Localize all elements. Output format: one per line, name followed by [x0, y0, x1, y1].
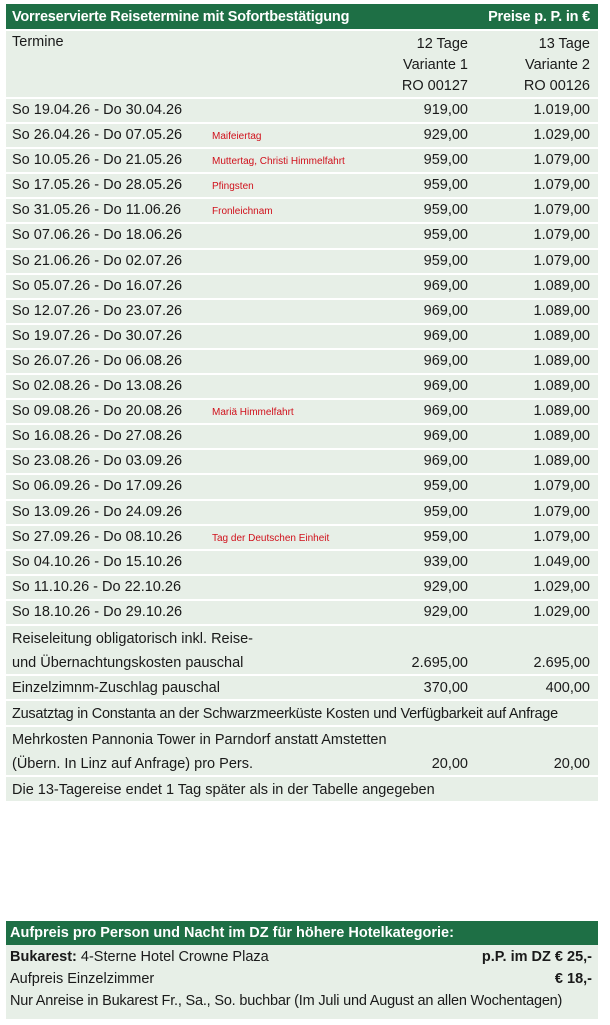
row-price-variante-2: 1.089,00 — [533, 277, 590, 294]
table-row — [6, 524, 598, 549]
row-price-variante-2: 1.089,00 — [533, 403, 590, 420]
row-price-variante-1: 959,00 — [423, 528, 468, 545]
row-date: So 05.07.26 - Do 16.07.26 — [12, 277, 183, 294]
table-row — [6, 323, 598, 348]
table-row — [6, 273, 598, 298]
row-price-variante-1: 969,00 — [423, 327, 468, 344]
hotel-upgrade-body — [6, 945, 598, 1019]
column-headers — [6, 31, 598, 97]
row-price-variante-2: 1.029,00 — [533, 127, 590, 144]
row-date: So 23.08.26 - Do 03.09.26 — [12, 453, 183, 470]
row-price-variante-1: 929,00 — [423, 578, 468, 595]
row-price-variante-1: 969,00 — [423, 277, 468, 294]
table-row — [6, 448, 598, 473]
row-holiday-note: Fronleichnam — [212, 206, 273, 218]
table-row — [6, 97, 598, 122]
table-header — [6, 4, 598, 31]
row-price-variante-1: 929,00 — [423, 127, 468, 144]
row-date: So 13.09.26 - Do 24.09.26 — [12, 503, 183, 520]
row-date: So 17.05.26 - Do 28.05.26 — [12, 177, 183, 194]
row-price-variante-1: 969,00 — [423, 453, 468, 470]
pannonia-row: Mehrkosten Pannonia Tower in Parndorf anstatt Amstetten (Übern. In Linz auf Anfrage) pro Pers. 20,00 20,00 — [6, 725, 598, 775]
row-date: So 19.04.26 - Do 30.04.26 — [12, 102, 183, 118]
table-row — [6, 599, 598, 624]
row-price-variante-1: 959,00 — [423, 177, 468, 194]
row-price-variante-1: 959,00 — [423, 202, 468, 219]
row-holiday-note: Tag der Deutschen Einheit — [212, 532, 330, 544]
ez-label: Aufpreis Einzelzimmer — [10, 971, 155, 987]
row-price-variante-2: 1.079,00 — [533, 227, 590, 244]
row-price-variante-1: 959,00 — [423, 152, 468, 169]
footnote-row: Die 13-Tagereise endet 1 Tag später als in der Tabelle angegeben — [6, 775, 598, 801]
row-price-variante-2: 1.079,00 — [533, 152, 590, 169]
row-date: So 06.09.26 - Do 17.09.26 — [12, 478, 183, 495]
zusatztag-row: Zusatztag in Constanta an der Schwarzmeerküste Kosten und Verfügbarkeit auf Anfrage — [6, 699, 598, 725]
ez-price: € 18,- — [554, 971, 592, 987]
row-date: So 21.06.26 - Do 02.07.26 — [12, 252, 183, 269]
table-row — [6, 373, 598, 398]
dz-price: p.P. im DZ € 25,- — [481, 949, 592, 965]
hotel-upgrade-box — [6, 921, 598, 1019]
reiseleitung-row: Reiseleitung obligatorisch inkl. Reise- und Übernachtungskosten pauschal 2.695,00 2.695,00 — [6, 624, 598, 674]
row-price-variante-1: 929,00 — [423, 603, 468, 620]
row-price-variante-2: 1.089,00 — [533, 378, 590, 395]
table-row — [6, 222, 598, 247]
row-price-variante-1: 969,00 — [423, 378, 468, 395]
table-row — [6, 348, 598, 373]
row-price-variante-1: 959,00 — [423, 227, 468, 244]
row-date: So 12.07.26 - Do 23.07.26 — [12, 302, 183, 319]
row-holiday-note: Pfingsten — [212, 181, 254, 193]
row-date: So 26.04.26 - Do 07.05.26 — [12, 127, 183, 144]
row-date: So 18.10.26 - Do 29.10.26 — [12, 603, 183, 620]
row-price-variante-1: 969,00 — [423, 302, 468, 319]
col-variante-1: 12 Tage Variante 1 RO 00127 — [401, 36, 468, 94]
row-price-variante-2: 1.079,00 — [533, 528, 590, 545]
row-price-variante-2: 1.089,00 — [533, 302, 590, 319]
row-date: So 16.08.26 - Do 27.08.26 — [12, 428, 183, 445]
table-row — [6, 398, 598, 423]
date-rows — [6, 97, 598, 624]
row-price-variante-2: 1.029,00 — [533, 578, 590, 595]
row-price-variante-2: 1.049,00 — [533, 553, 590, 570]
row-price-variante-2: 1.079,00 — [533, 252, 590, 269]
table-row — [6, 197, 598, 222]
col-termine: Termine — [12, 34, 64, 50]
row-date: So 11.10.26 - Do 22.10.26 — [12, 578, 182, 595]
row-holiday-note: Muttertag, Christi Himmelfahrt — [212, 156, 345, 168]
row-date: So 09.08.26 - Do 20.08.26 — [12, 403, 183, 420]
row-date: So 04.10.26 - Do 15.10.26 — [12, 553, 183, 570]
row-price-variante-2: 1.079,00 — [533, 202, 590, 219]
table-row — [6, 499, 598, 524]
table-body — [6, 31, 598, 801]
price-note: Preise p. P. in € — [488, 8, 590, 25]
row-date: So 27.09.26 - Do 08.10.26 — [12, 528, 183, 545]
row-price-variante-1: 969,00 — [423, 428, 468, 445]
row-price-variante-2: 1.079,00 — [533, 503, 590, 520]
table-row — [6, 248, 598, 273]
table-row — [6, 298, 598, 323]
row-price-variante-1: 969,00 — [423, 352, 468, 369]
row-price-variante-1: 959,00 — [423, 503, 468, 520]
row-date: So 07.06.26 - Do 18.06.26 — [12, 227, 183, 244]
hotel-upgrade-title: Aufpreis pro Person und Nacht im DZ für höhere Hotelkategorie: — [6, 921, 598, 945]
row-price-variante-1: 959,00 — [423, 478, 468, 495]
row-date: So 31.05.26 - Do 11.06.26 — [12, 202, 182, 219]
row-price-variante-1: 919,00 — [423, 102, 468, 118]
row-price-variante-2: 1.089,00 — [533, 327, 590, 344]
anreise-note: Nur Anreise in Bukarest Fr., Sa., So. buchbar (Im Juli und August an allen Wochentagen) — [10, 993, 563, 1009]
hotel-line: Bukarest: 4-Sterne Hotel Crowne Plaza — [10, 949, 269, 965]
row-price-variante-1: 969,00 — [423, 403, 468, 420]
table-title: Vorreservierte Reisetermine mit Sofortbestätigung — [12, 8, 350, 25]
row-date: So 26.07.26 - Do 06.08.26 — [12, 352, 183, 369]
table-row — [6, 122, 598, 147]
row-price-variante-2: 1.019,00 — [533, 102, 590, 118]
table-row — [6, 473, 598, 498]
reisetermine-table — [6, 4, 598, 801]
table-row — [6, 172, 598, 197]
einzelzimmer-row: Einzelzimnm-Zuschlag pauschal 370,00 400,00 — [6, 674, 598, 699]
row-holiday-note: Mariä Himmelfahrt — [212, 407, 294, 419]
row-date: So 02.08.26 - Do 13.08.26 — [12, 378, 183, 395]
row-price-variante-2: 1.089,00 — [533, 352, 590, 369]
table-row — [6, 574, 598, 599]
table-row — [6, 147, 598, 172]
row-date: So 19.07.26 - Do 30.07.26 — [12, 327, 183, 344]
row-price-variante-2: 1.079,00 — [533, 478, 590, 495]
row-price-variante-1: 959,00 — [423, 252, 468, 269]
row-price-variante-2: 1.089,00 — [533, 428, 590, 445]
col-variante-2: 13 Tage Variante 2 RO 00126 — [523, 36, 590, 94]
row-holiday-note: Maifeiertag — [212, 131, 262, 143]
row-price-variante-2: 1.089,00 — [533, 453, 590, 470]
table-row — [6, 423, 598, 448]
row-price-variante-1: 939,00 — [423, 553, 468, 570]
row-price-variante-2: 1.079,00 — [533, 177, 590, 194]
row-date: So 10.05.26 - Do 21.05.26 — [12, 152, 183, 169]
row-price-variante-2: 1.029,00 — [533, 603, 590, 620]
table-row — [6, 549, 598, 574]
